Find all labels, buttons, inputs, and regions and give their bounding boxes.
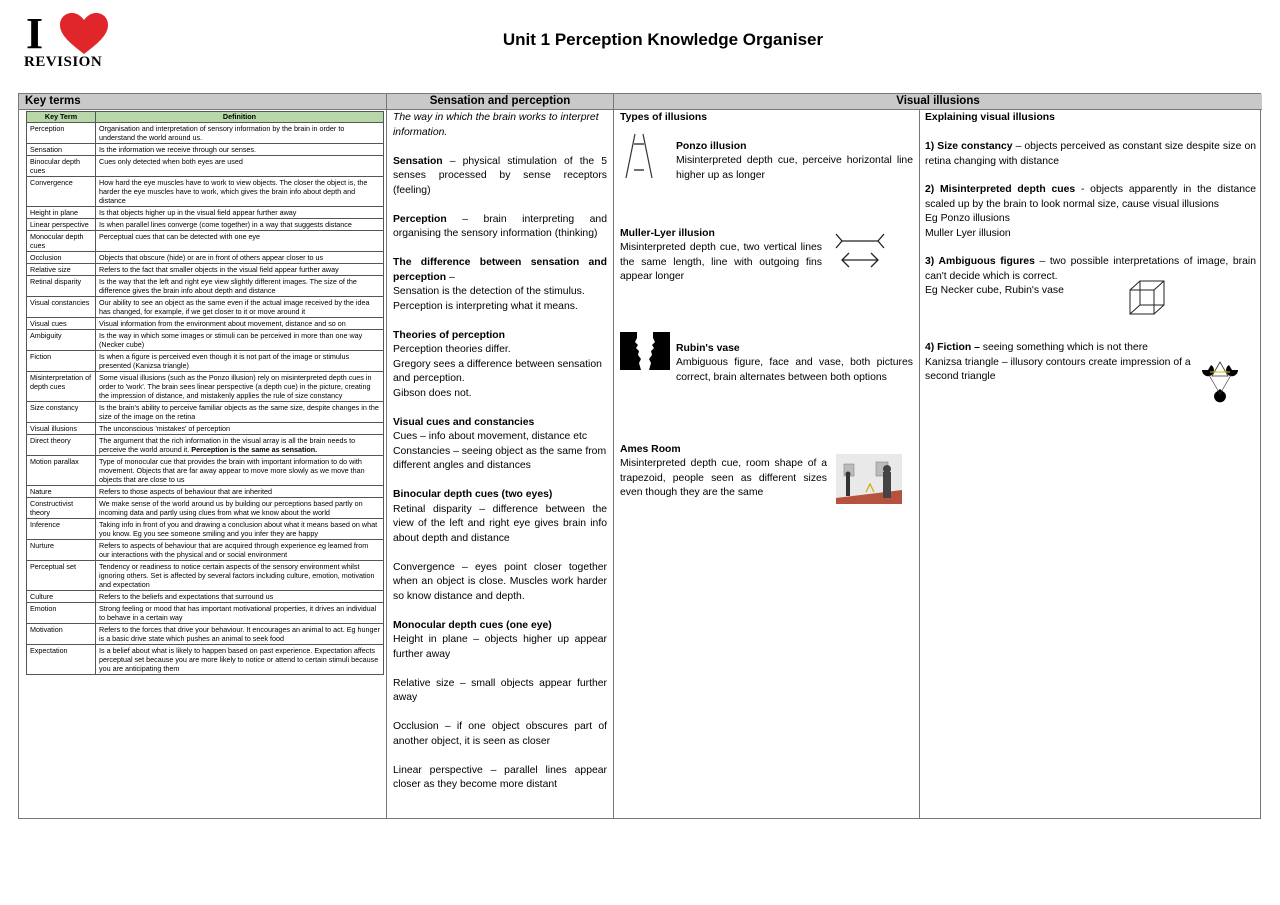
size-constancy-text: 1) Size constancy – objects perceived as constant size despite size on retina changing with distance: [925, 141, 1256, 167]
rubin-heading: Rubin's vase: [676, 343, 740, 354]
table-row: [27, 519, 384, 540]
key-term-cell: Relative size: [27, 264, 96, 276]
definition-cell: Perceptual cues that can be detected with one eye: [96, 231, 384, 252]
definition-cell: Is the way that the left and right eye view slightly different images. The size of the difference gives the brain info about depth and distance: [96, 276, 384, 297]
table-row: [27, 486, 384, 498]
definition-cell: Refers to the forces that drive your behaviour. It encourages an animal to act. Eg hunger is a basic drive state which pushes an animal to seek food: [96, 624, 384, 645]
key-term-cell: Monocular depth cues: [27, 231, 96, 252]
table-row: [27, 276, 384, 297]
definition-cell: Is when parallel lines converge (come together) in a way that suggests distance: [96, 219, 384, 231]
key-term-cell: Convergence: [27, 177, 96, 207]
table-row: [27, 423, 384, 435]
key-term-cell: Retinal disparity: [27, 276, 96, 297]
table-row: [27, 540, 384, 561]
key-term-cell: Occlusion: [27, 252, 96, 264]
table-row: [27, 123, 384, 144]
types-of-illusions: [614, 110, 920, 818]
key-term-cell: Visual illusions: [27, 423, 96, 435]
key-term-cell: Culture: [27, 591, 96, 603]
key-term-cell: Perception: [27, 123, 96, 144]
definition-cell: The argument that the rich information in the visual array is all the brain needs to perceive the world around it. Perception is the same as sensation.: [96, 435, 384, 456]
ambiguous-figures-text: 3) Ambiguous figures – two possible interpretations of image, brain can't decide which is correct. Eg Necker cube, Rubin's vase: [925, 256, 1256, 296]
definition-cell: Is that objects higher up in the visual field appear further away: [96, 207, 384, 219]
key-terms-column: [19, 94, 387, 818]
table-row: [27, 645, 384, 675]
table-row: [27, 372, 384, 402]
linear-perspective-block: Linear perspective – parallel lines appear closer as they become more distant: [393, 764, 607, 790]
table-row: [27, 177, 384, 207]
key-term-cell: Binocular depth cues: [27, 156, 96, 177]
table-row: [27, 402, 384, 423]
illusions-header: Visual illusions: [614, 94, 1262, 110]
key-term-cell: Expectation: [27, 645, 96, 675]
muller-lyer-image: [836, 232, 884, 268]
key-term-cell: Nature: [27, 486, 96, 498]
definition-cell: Refers to aspects of behaviour that are acquired through experience eg learned from our interactions with the physical and or social environment: [96, 540, 384, 561]
sensation-column: [387, 94, 614, 818]
definition-cell: Refers to those aspects of behaviour that are inherited: [96, 486, 384, 498]
key-term-cell: Height in plane: [27, 207, 96, 219]
key-term-cell: Fiction: [27, 351, 96, 372]
types-heading: Types of illusions: [620, 112, 707, 123]
definition-cell: Some visual illusions (such as the Ponzo illusion) rely on misinterpreted depth cues in order to 'work'. The brain sees linear perspective (a depth cue) in the picture, creating the impression of distance, and mistakenly applies the rule of size constancy: [96, 372, 384, 402]
ponzo-illusion-image: [622, 132, 656, 180]
occlusion-block: Occlusion – if one object obscures part of another object, it is seen as closer: [393, 721, 607, 747]
table-row: [27, 561, 384, 591]
rubins-vase-image: [620, 332, 670, 370]
misinterpreted-depth-text: 2) Misinterpreted depth cues - objects apparently in the distance scaled up by the brain to look normal size, cause visual illusions Eg Ponzo illusions Muller Lyer illusion: [925, 184, 1256, 239]
key-term-cell: Sensation: [27, 144, 96, 156]
relative-size-block: Relative size – small objects appear further away: [393, 677, 607, 703]
definition-cell: Type of monocular cue that provides the brain with important information to do with movement. Objects that are far away appear to move more slowly as we move than objects that are close to us: [96, 456, 384, 486]
table-row: [27, 156, 384, 177]
table-row: [27, 330, 384, 351]
key-term-cell: Constructivist theory: [27, 498, 96, 519]
key-term-cell: Size constancy: [27, 402, 96, 423]
definition-cell: Is the way in which some images or stimuli can be perceived in more than one way (Necker cube): [96, 330, 384, 351]
key-term-cell: Direct theory: [27, 435, 96, 456]
convergence-block: Convergence – eyes point closer together when an object is close. Muscles work harder so know distance and depth.: [393, 561, 607, 602]
definition-cell: Objects that obscure (hide) or are in front of others appear closer to us: [96, 252, 384, 264]
key-term-cell: Linear perspective: [27, 219, 96, 231]
logo-letter: I: [26, 9, 44, 58]
table-row: [27, 207, 384, 219]
table-row: [27, 144, 384, 156]
definition-cell: Strong feeling or mood that has important motivational properties, it drives an individual to behave in a certain way: [96, 603, 384, 624]
key-terms-table: [26, 111, 384, 675]
monocular-block: Monocular depth cues (one eye) Height in plane – objects higher up appear further away: [393, 619, 607, 660]
table-row: [27, 498, 384, 519]
ames-room-image: [836, 454, 902, 504]
muller-text: Misinterpreted depth cue, two vertical lines the same length, line with outgoing fins appear longer: [620, 242, 822, 282]
definition-cell: Taking info in front of you and drawing a conclusion about what it means based on what you know. Eg you see someone smiling and you infer they are happy: [96, 519, 384, 540]
ames-heading: Ames Room: [620, 444, 681, 455]
table-row: [27, 318, 384, 330]
definition-cell: Cues only detected when both eyes are used: [96, 156, 384, 177]
difference-block: The difference between sensation and perception – Sensation is the detection of the stimulus. Perception is interpreting what it means.: [393, 257, 607, 312]
table-row: [27, 351, 384, 372]
kanizsa-triangle-image: [1199, 360, 1241, 400]
ames-text: Misinterpreted depth cue, room shape of a trapezoid, people seen as different sizes even though they are the same: [620, 458, 827, 498]
definition-cell: Is a belief about what is likely to happen based on past experience. Expectation affects perceptual set because you are more likely to notice or attend to certain stimuli because you are anticipating them: [96, 645, 384, 675]
key-term-cell: Visual cues: [27, 318, 96, 330]
key-term-cell: Misinterpretation of depth cues: [27, 372, 96, 402]
illusions-column: [614, 94, 1262, 818]
definition-cell: Tendency or readiness to notice certain aspects of the sensory environment whilst ignoring others. Set is affected by several factors including culture, emotion, motivation and expectation: [96, 561, 384, 591]
table-row: [27, 624, 384, 645]
table-row: [27, 264, 384, 276]
explaining-heading: Explaining visual illusions: [925, 112, 1055, 123]
key-terms-header: Key terms: [19, 94, 386, 110]
table-row: [27, 297, 384, 318]
theories-block: Theories of perception Perception theories differ. Gregory sees a difference between sensation and perception. Gibson does not.: [393, 329, 602, 399]
key-term-cell: Motivation: [27, 624, 96, 645]
table-row: [27, 591, 384, 603]
sensation-content: [393, 111, 607, 807]
binocular-block: Binocular depth cues (two eyes) Retinal disparity – difference between the view of the left and right eye gives brain info about depth and distance: [393, 489, 607, 544]
definition-cell: Is the information we receive through our senses.: [96, 144, 384, 156]
ponzo-heading: Ponzo illusion: [676, 141, 747, 152]
necker-cube-image: [1128, 280, 1166, 316]
definition-cell: Is the brain's ability to perceive familiar objects as the same size, despite changes in the size of the image on the retina: [96, 402, 384, 423]
definition-cell: Visual information from the environment about movement, distance and so on: [96, 318, 384, 330]
cues-block: Visual cues and constancies Cues – info about movement, distance etc Constancies – seeing object as the same from different angles and distances: [393, 416, 607, 471]
definition-cell: Refers to the beliefs and expectations that surround us: [96, 591, 384, 603]
table-row: [27, 231, 384, 252]
table-row: [27, 219, 384, 231]
rubin-text: Ambiguous figure, face and vase, both pictures correct, brain alternates between both options: [676, 357, 913, 383]
definition-cell: Is when a figure is perceived even though it is not part of the image or stimulus presented (Kanizsa triangle): [96, 351, 384, 372]
ponzo-text: Misinterpreted depth cue, perceive horizontal line higher up as longer: [676, 155, 913, 181]
table-row: [27, 603, 384, 624]
table-row: [27, 435, 384, 456]
definition-cell: How hard the eye muscles have to work to view objects. The closer the object is, the harder the eye muscles have to work, which gives the brain info about depth and distance: [96, 177, 384, 207]
definition-cell: The unconscious 'mistakes' of perception: [96, 423, 384, 435]
explaining-illusions: [919, 110, 1262, 818]
muller-heading: Muller-Lyer illusion: [620, 228, 715, 239]
sensation-definition: Sensation – physical stimulation of the 5 senses processed by sense receptors (feeling): [393, 155, 607, 196]
perception-definition: Perception – brain interpreting and organising the sensory information (thinking): [393, 213, 607, 239]
key-term-cell: Motion parallax: [27, 456, 96, 486]
sensation-header: Sensation and perception: [387, 94, 613, 110]
definition-cell: We make sense of the world around us by building our perceptions based partly on incoming data and partly using clues from what we know about the world: [96, 498, 384, 519]
key-term-cell: Perceptual set: [27, 561, 96, 591]
key-term-cell: Inference: [27, 519, 96, 540]
definition-cell: Refers to the fact that smaller objects in the visual field appear further away: [96, 264, 384, 276]
key-term-cell: Nurture: [27, 540, 96, 561]
table-head-definition: Definition: [96, 112, 384, 123]
organiser-sheet: [18, 93, 1261, 819]
page-title: Unit 1 Perception Knowledge Organiser: [502, 30, 824, 49]
key-term-cell: Emotion: [27, 603, 96, 624]
table-row: [27, 456, 384, 486]
key-term-cell: Visual constancies: [27, 297, 96, 318]
table-head-term: Key Term: [27, 112, 96, 123]
table-row: [27, 252, 384, 264]
definition-cell: Our ability to see an object as the same even if the actual image received by the idea has changed, for example, if we get closer to it or move around it: [96, 297, 384, 318]
sensation-intro: The way in which the brain works to interpret information.: [393, 112, 599, 138]
fiction-text: 4) Fiction – seeing something which is not there Kanizsa triangle – illusory contours create impression of a second triangle: [925, 342, 1191, 382]
definition-cell: Organisation and interpretation of sensory information by the brain in order to understand the world around us.: [96, 123, 384, 144]
key-term-cell: Ambiguity: [27, 330, 96, 351]
logo-word: REVISION: [24, 54, 103, 70]
